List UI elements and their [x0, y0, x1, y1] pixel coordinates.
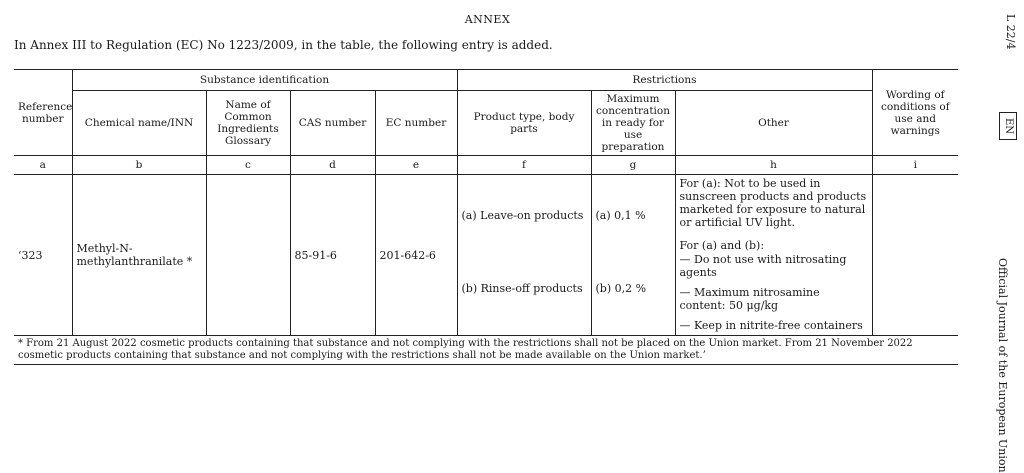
annex-title: ANNEX: [464, 13, 511, 26]
column-letter: c: [206, 156, 290, 175]
header-cas-number: CAS number: [290, 91, 375, 156]
footnote-row: [14, 336, 958, 365]
header-reference-number: Reference number: [14, 70, 72, 156]
entry-ec: 201-642-6: [375, 175, 457, 336]
page-reference: L 22/4: [1004, 14, 1017, 50]
header-ec-number: EC number: [375, 91, 457, 156]
other-ab-item: — Keep in nitrite-free containers: [679, 319, 863, 332]
column-letter: b: [72, 156, 206, 175]
header-other: Other: [675, 91, 872, 156]
table-row: [14, 175, 958, 336]
header-group-substance: Substance identification: [72, 70, 457, 91]
conc-b: (b) 0,2 %: [595, 282, 647, 295]
entry-other: [675, 175, 872, 336]
other-ab-item: — Maximum nitrosamine content: 50 μg/kg: [679, 286, 820, 312]
header-group-restrictions: Restrictions: [457, 70, 872, 91]
column-letter: h: [675, 156, 872, 175]
entry-max-concentration: [591, 175, 675, 336]
column-letter: d: [290, 156, 375, 175]
entry-cas: 85-91-6: [290, 175, 375, 336]
entry-chemical-name: Methyl-N-methylanthranilate *: [72, 175, 206, 336]
entry-product-type: [457, 175, 591, 336]
header-chemical-name: Chemical name/INN: [72, 91, 206, 156]
column-letter: g: [591, 156, 675, 175]
entry-glossary-name: [206, 175, 290, 336]
column-letter: e: [375, 156, 457, 175]
product-b: (b) Rinse-off products: [461, 282, 583, 295]
other-ab-title: For (a) and (b):: [679, 239, 765, 252]
header-product-type: Product type, body parts: [457, 91, 591, 156]
annex-table: [14, 69, 958, 365]
journal-title: Official Journal of the European Union: [996, 258, 1009, 473]
entry-reference: ‘323: [18, 248, 43, 262]
product-a: (a) Leave-on products: [461, 209, 584, 222]
entry-wording: [872, 175, 958, 336]
column-letters-row: [14, 156, 958, 175]
intro-text: In Annex III to Regulation (EC) No 1223/2009, in the table, the following entry is added.: [14, 38, 553, 52]
header-glossary-name: Name of Common Ingredients Glossary: [206, 91, 290, 156]
header-max-concentration: Maximum concentration in ready for use preparation: [591, 91, 675, 156]
column-letter: f: [457, 156, 591, 175]
other-a: For (a): Not to be used in sunscreen products and products marketed for exposure to natural or artificial UV light.: [679, 177, 867, 229]
header-wording: Wording of conditions of use and warnings: [872, 70, 958, 156]
footnote: * From 21 August 2022 cosmetic products containing that substance and not complying with the restrictions shall not be placed on the Union market. From 21 November 2022 cosmetic products containing that substance and not complying with the restrictions shall not be made available on the Union market.’: [14, 336, 958, 365]
language-badge: EN: [999, 112, 1017, 140]
column-letter: a: [14, 156, 72, 175]
other-ab-item: — Do not use with nitrosating agents: [679, 253, 847, 279]
column-letter: i: [872, 156, 958, 175]
conc-a: (a) 0,1 %: [595, 209, 646, 222]
